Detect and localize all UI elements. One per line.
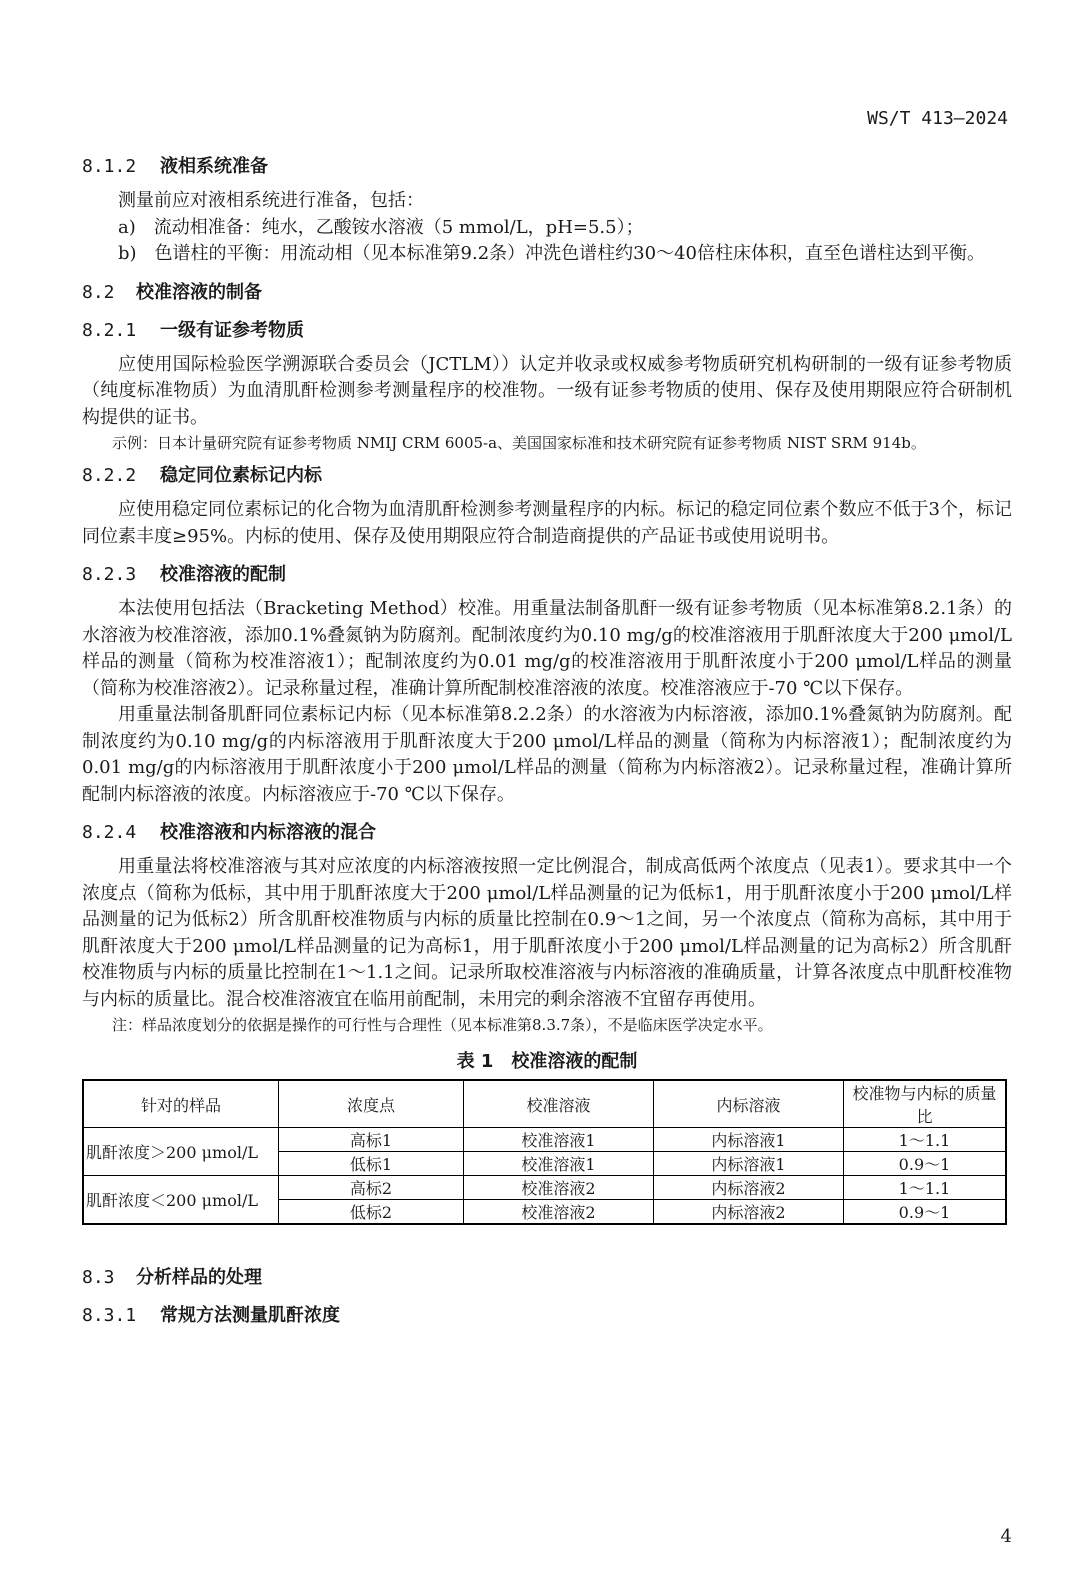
list-item-a: a) 流动相准备：纯水，乙酸铵水溶液（5 mmol/L，pH=5.5）；	[118, 216, 644, 238]
table-cell: 内标溶液2	[654, 1176, 844, 1200]
section-heading-8-2-4	[82, 820, 1012, 846]
section-number: 8.3	[82, 1267, 115, 1288]
table-cell: 1～1.1	[844, 1128, 1007, 1152]
section-title: 校准溶液和内标溶液的混合	[160, 822, 376, 843]
section-number: 8.3.1	[82, 1305, 137, 1326]
note: 注：样品浓度划分的依据是操作的可行性与合理性（见本标准第8.3.7条），不是临床医学决定水平。	[112, 1016, 773, 1034]
table-cell: 内标溶液1	[654, 1128, 844, 1152]
section-title: 校准溶液的配制	[160, 564, 286, 585]
section-number: 8.2.4	[82, 822, 137, 843]
section-heading-8-2-1	[82, 318, 1012, 344]
section-title: 液相系统准备	[160, 156, 268, 177]
table-row	[83, 1128, 1006, 1152]
column-header: 校准溶液	[464, 1080, 654, 1128]
table-cell: 1～1.1	[844, 1176, 1007, 1200]
table-title: 表 1 校准溶液的配制	[456, 1051, 638, 1072]
table-cell: 低标2	[279, 1200, 464, 1225]
table-cell: 肌酐浓度＞200 μmol/L	[83, 1128, 279, 1176]
section-title: 一级有证参考物质	[160, 319, 304, 341]
paragraph: 用重量法制备肌酐同位素标记内标（见本标准第8.2.2条）的水溶液为内标溶液，添加0.1%叠氮钠为防腐剂。配制浓度约为0.10 mg/g的内标溶液用于肌酐浓度大于200 μmol/L样品的测量（简称为内标溶液1）；配制浓度约为0.01 mg/g的内标溶液用于肌酐浓度小于200 μmol/L样品的测量（简称为内标溶液2）。记录称量过程，准确计算所配制内标溶液的浓度。内标溶液应于-70 ℃以下保存。	[82, 704, 1012, 805]
section-title: 分析样品的处理	[136, 1267, 262, 1288]
paragraph: 测量前应对液相系统进行准备，包括：	[118, 190, 424, 211]
paragraph: 应使用稳定同位素标记的化合物为血清肌酐检测参考测量程序的内标。标记的稳定同位素个数应不低于3个，标记同位素丰度≥95%。内标的使用、保存及使用期限应符合制造商提供的产品证书或使用说明书。	[82, 499, 1012, 547]
section-heading-8-2	[82, 280, 1012, 306]
table-cell: 0.9～1	[844, 1152, 1007, 1176]
standard-code: WS/T 413—2024	[867, 108, 1008, 129]
paragraph: 应使用国际检验医学溯源联合委员会（JCTLM））认定并收录或权威参考物质研究机构研制的一级有证参考物质（纯度标准物质）为血清肌酐检测参考测量程序的校准物。一级有证参考物质的使用、保存及使用期限应符合研制机构提供的证书。	[82, 353, 1012, 428]
page-number: 4	[1000, 1526, 1012, 1547]
section-heading-8-3	[82, 1265, 1012, 1291]
table-cell: 校准溶液1	[464, 1128, 654, 1152]
table-cell: 内标溶液2	[654, 1200, 844, 1225]
example-note: 示例：日本计量研究院有证参考物质 NMIJ CRM 6005-a、美国国家标准和技术研究院有证参考物质 NIST SRM 914b。	[112, 434, 926, 452]
section-number: 8.2	[82, 281, 115, 303]
column-header: 针对的样品	[83, 1080, 279, 1128]
table-cell: 高标2	[279, 1176, 464, 1200]
section-number: 8.1.2	[82, 156, 137, 177]
section-title: 校准溶液的制备	[136, 281, 262, 303]
paragraph: 用重量法将校准溶液与其对应浓度的内标溶液按照一定比例混合，制成高低两个浓度点（见表1）。要求其中一个浓度点（简称为低标，其中用于肌酐浓度大于200 μmol/L样品测量的记为低标1，用于肌酐浓度小于200 μmol/L样品测量的记为低标2）所含肌酐校准物质与内标的质量比控制在0.9～1之间，另一个浓度点（简称为高标，其中用于肌酐浓度大于200 μmol/L样品测量的记为高标1，用于肌酐浓度小于200 μmol/L样品测量的记为高标2）所含肌酐校准物质与内标的质量比控制在1～1.1之间。记录所取校准溶液与内标溶液的准确质量，计算各浓度点中肌酐校准物与内标的质量比。混合校准溶液宜在临用前配制，未用完的剩余溶液不宜留存再使用。	[82, 856, 1012, 1010]
table-cell: 低标1	[279, 1152, 464, 1176]
section-number: 8.2.1	[82, 319, 137, 341]
calibration-table	[82, 1079, 1007, 1225]
section-heading-8-1-2	[82, 154, 1012, 180]
table-cell: 校准溶液1	[464, 1152, 654, 1176]
section-title: 常规方法测量肌酐浓度	[160, 1305, 340, 1326]
section-number: 8.2.3	[82, 564, 137, 585]
section-title: 稳定同位素标记内标	[160, 465, 322, 486]
table-cell: 高标1	[279, 1128, 464, 1152]
table-cell: 肌酐浓度＜200 μmol/L	[83, 1176, 279, 1225]
list-item-b: b) 色谱柱的平衡：用流动相（见本标准第9.2条）冲洗色谱柱约30～40倍柱床体积，直至色谱柱达到平衡。	[118, 243, 985, 264]
section-number: 8.2.2	[82, 465, 137, 486]
section-heading-8-3-1	[82, 1303, 1012, 1329]
table-cell: 0.9～1	[844, 1200, 1007, 1225]
column-header: 内标溶液	[654, 1080, 844, 1128]
table-row	[83, 1176, 1006, 1200]
document-body	[82, 154, 1012, 1329]
table-cell: 内标溶液1	[654, 1152, 844, 1176]
table-header-row	[83, 1080, 1006, 1128]
section-heading-8-2-2	[82, 463, 1012, 489]
table-cell: 校准溶液2	[464, 1200, 654, 1225]
table-cell: 校准溶液2	[464, 1176, 654, 1200]
column-header: 校准物与内标的质量比	[844, 1080, 1007, 1128]
column-header: 浓度点	[279, 1080, 464, 1128]
section-heading-8-2-3	[82, 562, 1012, 588]
paragraph: 本法使用包括法（Bracketing Method）校准。用重量法制备肌酐一级有证参考物质（见本标准第8.2.1条）的水溶液为校准溶液，添加0.1%叠氮钠为防腐剂。配制浓度约为0.10 mg/g的校准溶液用于肌酐浓度大于200 μmol/L样品的测量（简称为校准溶液1）；配制浓度约为0.01 mg/g的校准溶液用于肌酐浓度小于200 μmol/L样品的测量（简称为校准溶液2）。记录称量过程，准确计算所配制校准溶液的浓度。校准溶液应于-70 ℃以下保存。	[82, 598, 1012, 699]
